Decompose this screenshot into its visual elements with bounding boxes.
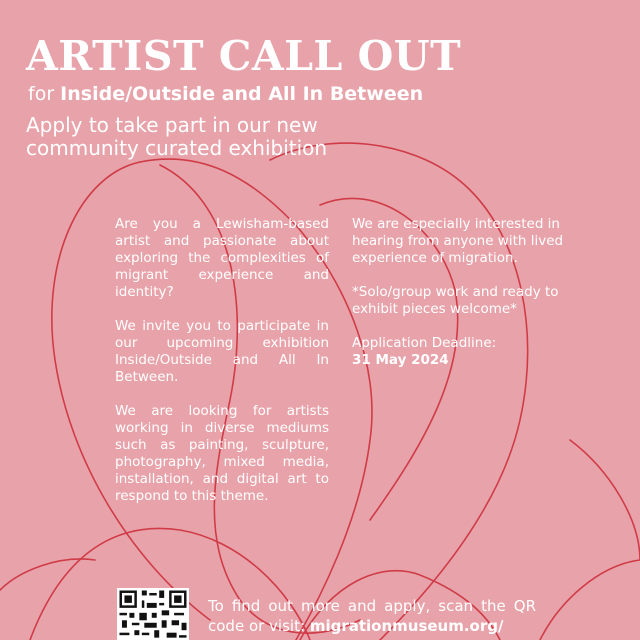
deadline-label: Application Deadline: [352, 335, 497, 351]
deadline-date: 31 May 2024 [352, 352, 449, 368]
left-column [115, 216, 329, 522]
footer-cta [208, 596, 536, 636]
subtitle-prefix: for [28, 83, 55, 105]
website-link[interactable]: migrationmuseum.org/ [309, 617, 504, 635]
paragraph: We are especially interested in hearing from anyone with lived experience of migration. [352, 216, 564, 266]
page-title: ARTIST CALL OUT [26, 32, 462, 80]
lede-text: Apply to take part in our new community curated exhibition [26, 113, 328, 160]
paragraph: We invite you to participate in our upcoming exhibition Inside/Outside and All In Between. [115, 318, 329, 385]
qr-code[interactable] [117, 588, 189, 640]
subtitle [28, 82, 423, 106]
footer-text: To find out more and apply, scan the QR code or visit: [208, 597, 536, 635]
exhibition-name: Inside/Outside and All In Between [60, 83, 424, 105]
paragraph: We are looking for artists working in diverse mediums such as painting, sculpture, photography, mixed media, installation, and digital art to respond to this theme. [115, 403, 329, 504]
paragraph: *Solo/group work and ready to exhibit pieces welcome* [352, 284, 559, 317]
paragraph: Are you a Lewisham-based artist and passionate about exploring the complexities of migrant experience and identity? [115, 216, 329, 300]
right-column [352, 216, 567, 369]
